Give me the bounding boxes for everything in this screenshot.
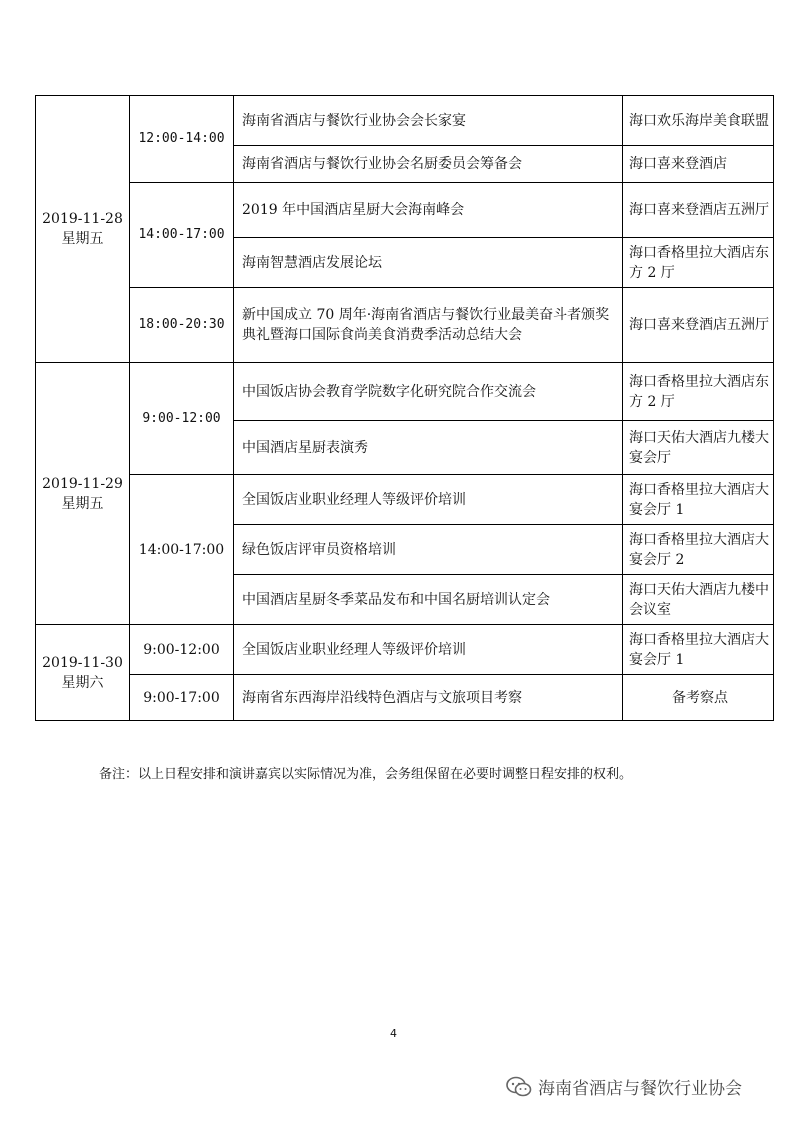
event-cell: 海南省酒店与餐饮行业协会名厨委员会筹备会 [234,146,623,183]
table-row [36,183,774,238]
time-cell: 9:00-17:00 [130,675,234,721]
event-cell: 2019 年中国酒店星厨大会海南峰会 [234,183,623,238]
date-cell [36,363,130,625]
venue-cell: 海口天佑大酒店九楼大宴会厅 [623,421,774,475]
event-cell: 中国酒店星厨表演秀 [234,421,623,475]
venue-cell: 海口欢乐海岸美食联盟 [623,96,774,146]
event-cell: 中国饭店协会教育学院数字化研究院合作交流会 [234,363,623,421]
time-cell: 12:00-14:00 [130,96,234,183]
table-row [36,288,774,363]
event-cell: 新中国成立 70 周年·海南省酒店与餐饮行业最美奋斗者颁奖典礼暨海口国际食尚美食消费季活动总结大会 [234,288,623,363]
date-cell [36,96,130,363]
schedule-table [35,95,774,721]
event-cell: 海南智慧酒店发展论坛 [234,238,623,288]
venue-cell: 海口喜来登酒店 [623,146,774,183]
date-text: 2019-11-30 [42,654,123,671]
watermark [506,1074,742,1099]
venue-cell: 海口香格里拉大酒店大宴会厅 2 [623,525,774,575]
time-cell: 14:00-17:00 [130,183,234,288]
table-row [36,625,774,675]
weekday-text: 星期六 [61,674,104,691]
table-row [36,675,774,721]
event-cell: 全国饭店业职业经理人等级评价培训 [234,475,623,525]
time-cell: 18:00-20:30 [130,288,234,363]
venue-cell: 海口香格里拉大酒店东方 2 厅 [623,238,774,288]
date-cell [36,625,130,721]
wechat-icon [506,1076,532,1098]
venue-cell: 备考察点 [623,675,774,721]
date-text: 2019-11-29 [42,475,123,492]
venue-cell: 海口香格里拉大酒店大宴会厅 1 [623,475,774,525]
event-cell: 海南省酒店与餐饮行业协会会长家宴 [234,96,623,146]
event-cell: 绿色饭店评审员资格培训 [234,525,623,575]
table-row [36,96,774,146]
time-cell: 9:00-12:00 [130,363,234,475]
table-row [36,475,774,525]
venue-cell: 海口天佑大酒店九楼中会议室 [623,575,774,625]
watermark-text: 海南省酒店与餐饮行业协会 [538,1079,742,1099]
date-text: 2019-11-28 [42,211,123,227]
table-row [36,363,774,421]
event-cell: 海南省东西海岸沿线特色酒店与文旅项目考察 [234,675,623,721]
weekday-text: 星期五 [61,495,104,512]
event-cell: 中国酒店星厨冬季菜品发布和中国名厨培训认定会 [234,575,623,625]
time-cell: 14:00-17:00 [130,475,234,625]
venue-cell: 海口喜来登酒店五洲厅 [623,183,774,238]
venue-cell: 海口香格里拉大酒店大宴会厅 1 [623,625,774,675]
venue-cell: 海口喜来登酒店五洲厅 [623,288,774,363]
event-cell: 全国饭店业职业经理人等级评价培训 [234,625,623,675]
time-cell: 9:00-12:00 [130,625,234,675]
remark-note: 备注：以上日程安排和演讲嘉宾以实际情况为准，会务组保留在必要时调整日程安排的权利。 [99,767,633,782]
page-number: 4 [390,1027,397,1040]
weekday-text: 星期五 [61,231,104,247]
venue-cell: 海口香格里拉大酒店东方 2 厅 [623,363,774,421]
